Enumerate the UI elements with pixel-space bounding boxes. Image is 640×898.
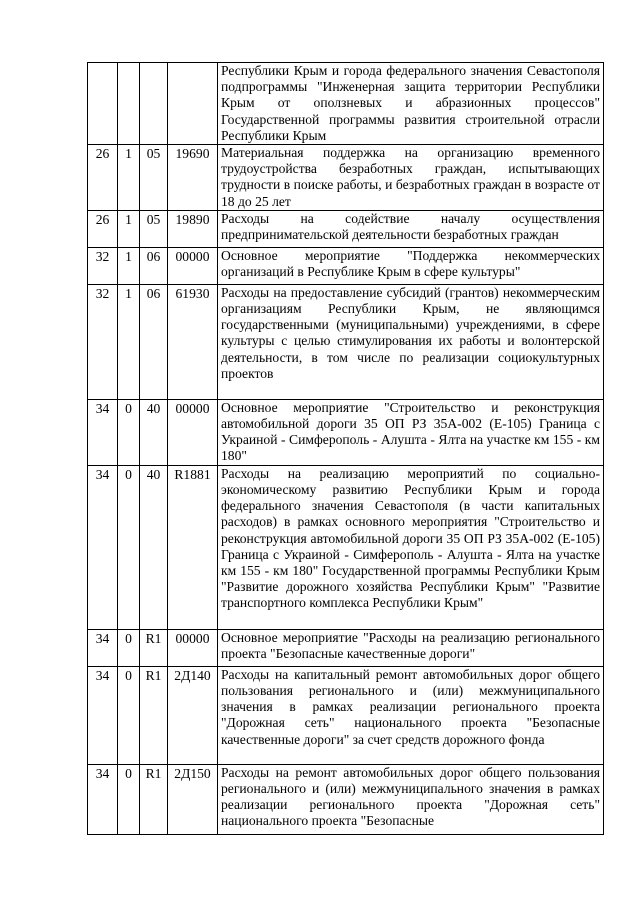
code-event: 06 — [140, 247, 168, 284]
code-event: 06 — [140, 284, 168, 399]
code-direction: 61930 — [168, 284, 218, 399]
table-row — [88, 247, 604, 284]
code-subprogram: 1 — [118, 247, 140, 284]
code-subprogram: 1 — [118, 284, 140, 399]
code-event: 05 — [140, 210, 168, 247]
code-program: 34 — [88, 764, 118, 834]
code-event: R1 — [140, 764, 168, 834]
code-direction: 19690 — [168, 145, 218, 211]
code-direction: R1881 — [168, 465, 218, 629]
code-direction: 19890 — [168, 210, 218, 247]
code-event: 05 — [140, 145, 168, 211]
code-program: 34 — [88, 666, 118, 764]
table-row — [88, 465, 604, 629]
table-row — [88, 666, 604, 764]
table-row — [88, 629, 604, 666]
code-event: R1 — [140, 629, 168, 666]
code-event: 40 — [140, 399, 168, 465]
code-program: 26 — [88, 210, 118, 247]
code-program: 34 — [88, 465, 118, 629]
table-row — [88, 63, 604, 145]
code-direction: 00000 — [168, 399, 218, 465]
table-row — [88, 284, 604, 399]
row-description: Основное мероприятие "Расходы на реализацию регионального проекта "Безопасные качественные дороги" — [218, 629, 604, 666]
table-row — [88, 399, 604, 465]
row-description: Расходы на предоставление субсидий (грантов) некоммерческим организациям Республики Крым, не являющимся государственными (муниципальными) учреждениями, в сфере культуры с целью стимулирования их работы и волонтерской деятельности, в том числе по реализации социокультурных проектов — [218, 284, 604, 399]
row-description: Расходы на реализацию мероприятий по социально-экономическому развитию Республики Крым и города федерального значения Севастополя (в части капитальных расходов) в рамках основного мероприятия "Строительство и реконструкция автомобильной дороги 35 ОП РЗ 35А-002 (Е-105) Граница с Украиной - Симферополь - Алушта - Ялта на участке км 155 - км 180" Государственной программы Республики Крым "Развитие дорожного хозяйства Республики Крым" "Развитие транспортного комплекса Республики Крым" — [218, 465, 604, 629]
code-subprogram: 1 — [118, 210, 140, 247]
row-description: Материальная поддержка на организацию временного трудоустройства безработных граждан, испытывающих трудности в поиске работы, и безработных граждан в возрасте от 18 до 25 лет — [218, 145, 604, 211]
code-event — [140, 63, 168, 145]
code-event: R1 — [140, 666, 168, 764]
code-subprogram: 0 — [118, 629, 140, 666]
row-description: Основное мероприятие "Строительство и реконструкция автомобильной дороги 35 ОП РЗ 35А-002 (Е-105) Граница с Украиной - Симферополь - Алушта - Ялта на участке км 155 - км 180" — [218, 399, 604, 465]
table-row — [88, 764, 604, 834]
code-subprogram — [118, 63, 140, 145]
row-description: Расходы на ремонт автомобильных дорог общего пользования регионального и (или) межмуниципального значения в рамках реализации регионального проекта "Дорожная сеть" национального проекта "Безопасные — [218, 764, 604, 834]
code-subprogram: 0 — [118, 399, 140, 465]
row-description: Основное мероприятие "Поддержка некоммерческих организаций в Республике Крым в сфере культуры" — [218, 247, 604, 284]
code-program — [88, 63, 118, 145]
row-description: Расходы на капитальный ремонт автомобильных дорог общего пользования регионального и (или) межмуниципального значения в рамках реализации регионального проекта "Дорожная сеть" национального проекта "Безопасные качественные дороги" за счет средств дорожного фонда — [218, 666, 604, 764]
document-page — [87, 62, 604, 835]
code-subprogram: 0 — [118, 465, 140, 629]
budget-table — [87, 62, 604, 835]
code-subprogram: 0 — [118, 764, 140, 834]
code-program: 26 — [88, 145, 118, 211]
table-row — [88, 145, 604, 211]
row-description: Республики Крым и города федерального значения Севастополя подпрограммы "Инженерная защита территории Республики Крым от оползневых и абразионных процессов" Государственной программы развития строительной отрасли Республики Крым — [218, 63, 604, 145]
code-program: 32 — [88, 247, 118, 284]
code-subprogram: 0 — [118, 666, 140, 764]
code-direction: 00000 — [168, 247, 218, 284]
table-row — [88, 210, 604, 247]
code-program: 34 — [88, 399, 118, 465]
code-direction: 2Д140 — [168, 666, 218, 764]
code-direction: 2Д150 — [168, 764, 218, 834]
code-direction — [168, 63, 218, 145]
code-program: 34 — [88, 629, 118, 666]
code-program: 32 — [88, 284, 118, 399]
code-direction: 00000 — [168, 629, 218, 666]
code-event: 40 — [140, 465, 168, 629]
row-description: Расходы на содействие началу осуществления предпринимательской деятельности безработных граждан — [218, 210, 604, 247]
code-subprogram: 1 — [118, 145, 140, 211]
